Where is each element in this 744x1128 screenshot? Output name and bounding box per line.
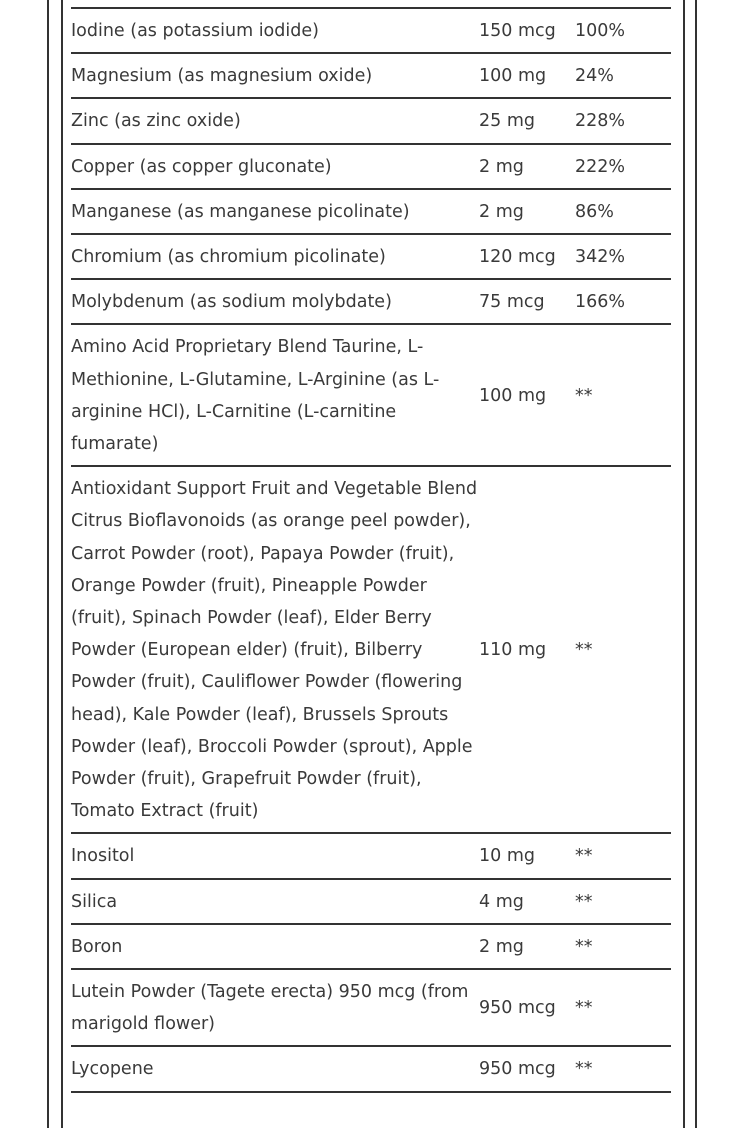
daily-value: 86% [575, 201, 614, 222]
table-row [71, 324, 671, 466]
ingredient-name: Manganese (as manganese picolinate) [71, 201, 410, 222]
ingredient-name: Silica [71, 891, 118, 912]
daily-value: 24% [575, 66, 614, 87]
facts-table-body [71, 8, 671, 1091]
ingredient-amount: 110 mg [479, 640, 547, 661]
ingredient-amount: 950 mcg [479, 998, 556, 1019]
table-row [71, 189, 671, 234]
frame-border-right-inner [683, 0, 685, 1128]
daily-value: 228% [575, 111, 626, 132]
ingredient-amount: 2 mg [479, 201, 524, 222]
ingredient-name: Lycopene [71, 1059, 154, 1080]
daily-value: ** [575, 385, 593, 406]
table-row [71, 234, 671, 279]
table-row [71, 279, 671, 324]
frame-border-left-outer [47, 0, 49, 1128]
supplement-facts-table [71, 7, 671, 1091]
table-row [71, 969, 671, 1046]
frame-border-left-inner [61, 0, 63, 1128]
ingredient-name: Copper (as copper gluconate) [71, 156, 332, 177]
ingredient-amount: 100 mg [479, 66, 547, 87]
table-row [71, 924, 671, 969]
ingredient-name: Molybdenum (as sodium molybdate) [71, 292, 392, 313]
ingredient-amount: 4 mg [479, 891, 524, 912]
ingredient-name: Antioxidant Support Fruit and Vegetable Blend Citrus Bioflavonoids (as orange peel powder), Carrot Powder (root), Papaya Powder (fruit), Orange Powder (fruit), Pineapple Powder (fruit), Spinach Powder (leaf), Elder Berry Powder (European elder) (fruit), Bilberry Powder (fruit), Cauliflower Powder (flowering head), Kale Powder (leaf), Brussels Sprouts Powder (leaf), Broccoli Powder (sprout), Apple Powder (fruit), Grapefruit Powder (fruit), Tomato Extract (fruit) [71, 479, 478, 822]
ingredient-name: Magnesium (as magnesium oxide) [71, 66, 373, 87]
ingredient-name: Iodine (as potassium iodide) [71, 21, 319, 41]
daily-value: ** [575, 1059, 593, 1080]
ingredient-amount: 2 mg [479, 936, 524, 957]
daily-value: ** [575, 998, 593, 1019]
daily-value: 342% [575, 247, 626, 268]
supplement-facts-panel [71, 7, 671, 1093]
table-row [71, 879, 671, 924]
table-row [71, 144, 671, 189]
ingredient-amount: 25 mg [479, 111, 535, 132]
ingredient-name: Boron [71, 936, 123, 957]
ingredient-amount: 2 mg [479, 156, 524, 177]
table-bottom-rule [71, 1091, 671, 1093]
table-row [71, 8, 671, 53]
daily-value: 100% [575, 21, 626, 41]
daily-value: ** [575, 640, 593, 661]
table-row [71, 53, 671, 98]
frame-border-right-outer [695, 0, 697, 1128]
ingredient-amount: 10 mg [479, 846, 535, 867]
table-row [71, 98, 671, 143]
ingredient-name: Lutein Powder (Tagete erecta) 950 mcg (from marigold flower) [71, 982, 469, 1035]
table-row [71, 466, 671, 833]
daily-value: 222% [575, 156, 626, 177]
ingredient-amount: 120 mcg [479, 247, 556, 268]
ingredient-name: Zinc (as zinc oxide) [71, 111, 241, 132]
daily-value: ** [575, 846, 593, 867]
daily-value: ** [575, 936, 593, 957]
table-row [71, 1046, 671, 1090]
daily-value: ** [575, 891, 593, 912]
ingredient-amount: 150 mcg [479, 21, 556, 41]
ingredient-name: Inositol [71, 846, 135, 867]
ingredient-amount: 75 mcg [479, 292, 545, 313]
ingredient-name: Amino Acid Proprietary Blend Taurine, L-Methionine, L-Glutamine, L-Arginine (as L-arginine HCl), L-Carnitine (L-carnitine fumarate) [71, 337, 440, 455]
ingredient-amount: 100 mg [479, 385, 547, 406]
ingredient-name: Chromium (as chromium picolinate) [71, 247, 386, 268]
daily-value: 166% [575, 292, 626, 313]
table-row [71, 833, 671, 878]
ingredient-amount: 950 mcg [479, 1059, 556, 1080]
